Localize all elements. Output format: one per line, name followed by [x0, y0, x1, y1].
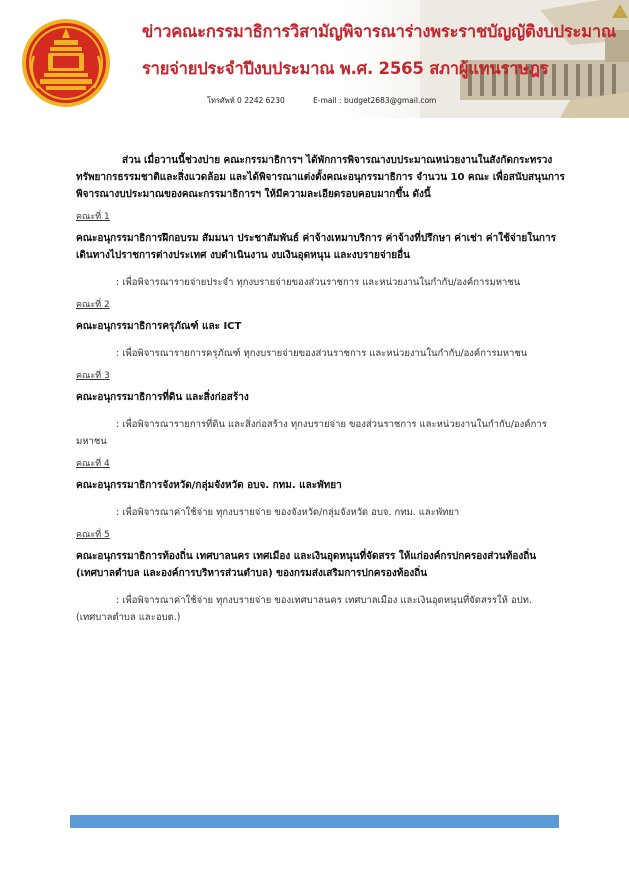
section-label: คณะที่ 2 [76, 300, 110, 310]
section-title: คณะอนุกรรมาธิการท้องถิ่น เทศบาลนคร เทศเมือง และเงินอุดหนุนที่จัดสรร ให้แก่องค์กรปกครองส่วนท้องถิ่น (เทศบาลตำบล และองค์การบริหารส่วนตำบล) ของกรมส่งเสริมการปกครองท้องถิ่น [76, 551, 537, 579]
section-title: คณะอนุกรรมาธิการฝึกอบรม สัมมนา ประชาสัมพันธ์ ค่าจ้างเหมาบริการ ค่าจ้างที่ปรึกษา ค่าเช่า ค่าใช้จ่ายในการเดินทางไปราชการต่างประเทศ งบดำเนินงาน งบเงินอุดหนุน และงบรายจ่ายอื่น [76, 233, 556, 261]
section-purpose: : เพื่อพิจารณาค่าใช้จ่าย ทุกงบรายจ่าย ของจังหวัด/กลุ่มจังหวัด อบจ. กทม. และพัทยา [116, 507, 460, 518]
section-purpose: : เพื่อพิจารณาค่าใช้จ่าย ทุกงบรายจ่าย ของเทศบาลนคร เทศบาลเมือง และเงินอุดหนุนที่จัดสรรให้ อปท. (เทศบาลตำบล และอบต.) [76, 595, 532, 623]
footer-bar [70, 815, 559, 828]
header-title-line2: รายจ่ายประจำปีงบประมาณ พ.ศ. 2565 สภาผู้แทนราษฎร [142, 59, 549, 78]
section-purpose: : เพื่อพิจารณารายการที่ดิน และสิ่งก่อสร้าง ทุกงบรายจ่าย ของส่วนราชการ และหน่วยงานในกำกับ/องค์การมหาชน [76, 419, 547, 447]
section-5 [76, 529, 566, 626]
section-2 [76, 299, 566, 362]
section-title: คณะอนุกรรมาธิการที่ดิน และสิ่งก่อสร้าง [76, 392, 249, 403]
section-title: คณะอนุกรรมาธิการจังหวัด/กลุ่มจังหวัด อบจ. กทม. และพัทยา [76, 480, 342, 491]
phone-number: โทรศัพท์ 0 2242 6230 [207, 96, 285, 105]
header-title-line1: ข่าวคณะกรรมาธิการวิสามัญพิจารณาร่างพระราชบัญญัติงบประมาณ [142, 22, 617, 41]
section-label: คณะที่ 3 [76, 371, 110, 381]
document-body [76, 152, 566, 626]
section-4 [76, 458, 566, 521]
section-1 [76, 211, 566, 291]
section-label: คณะที่ 5 [76, 530, 110, 540]
section-label: คณะที่ 4 [76, 459, 110, 469]
section-label: คณะที่ 1 [76, 212, 110, 222]
section-3 [76, 370, 566, 450]
section-purpose: : เพื่อพิจารณารายการครุภัณฑ์ ทุกงบรายจ่ายของส่วนราชการ และหน่วยงานในกำกับ/องค์การมหาชน [116, 348, 528, 359]
section-title: คณะอนุกรรมาธิการครุภัณฑ์ และ ICT [76, 321, 242, 332]
section-purpose: : เพื่อพิจารณารายจ่ายประจำ ทุกงบรายจ่ายของส่วนราชการ และหน่วยงานในกำกับ/องค์การมหาชน [116, 277, 521, 288]
header-contact [207, 95, 436, 107]
page-header [0, 0, 629, 118]
parliament-emblem-icon [20, 16, 112, 110]
intro-paragraph: ส่วน เมื่อวานนี้ช่วงบ่าย คณะกรรมาธิการฯ ได้พักการพิจารณางบประมาณหน่วยงานในสังกัดกระทรวงทรัพยากรธรรมชาติและสิ่งแวดล้อม และได้พิจารณาแต่งตั้งคณะอนุกรรมาธิการ จำนวน 10 คณะ เพื่อสนับสนุนการพิจารณางบประมาณของคณะกรรมาธิการฯ ให้มีความละเอียดรอบคอบมากขึ้น ดังนี้ [76, 155, 565, 200]
email-address: E-mail : budget2683@gmail.com [313, 96, 437, 105]
